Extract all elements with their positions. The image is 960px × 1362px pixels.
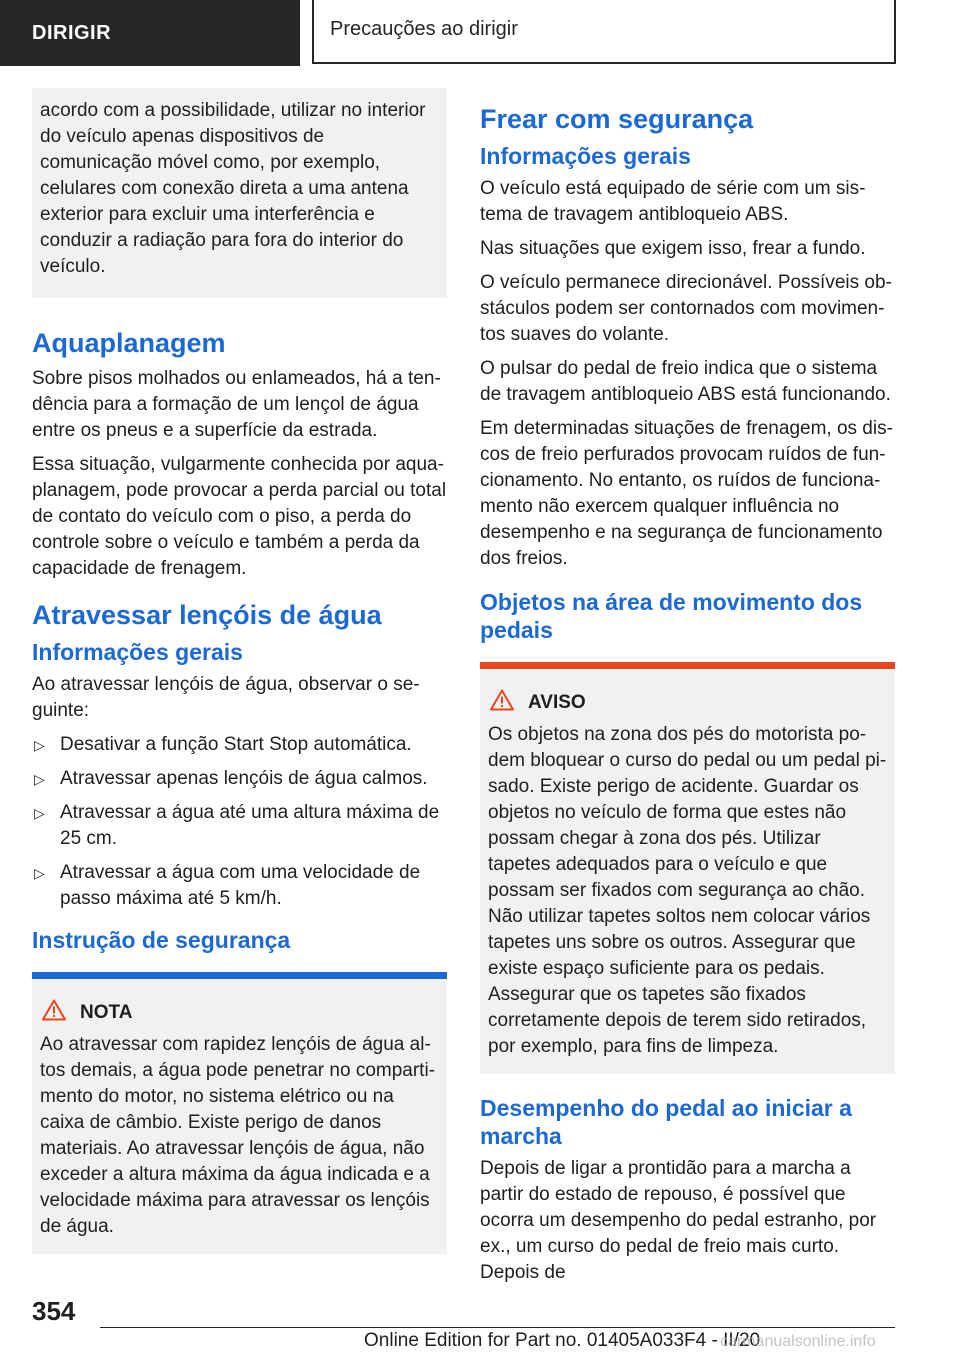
page-header [0, 0, 960, 66]
paragraph: O pulsar do pedal de freio indica que o sistema de travagem antibloqueio ABS está funcionando. [480, 358, 891, 405]
list-item: ▷ Desativar a função Start Stop automática. [32, 732, 447, 758]
paragraph: O veículo está equipado de série com um sistema de travagem antibloqueio ABS. [480, 178, 866, 225]
triangle-bullet-icon: ▷ [34, 771, 45, 787]
notice-bar [32, 972, 447, 979]
triangle-bullet-icon: ▷ [34, 865, 45, 881]
warning-triangle-icon [42, 999, 66, 1026]
heading-lencois: Atravessar lençóis de água [32, 600, 382, 630]
subheading-desempenho: Desempenho do pedal ao iniciar a marcha [480, 1095, 852, 1149]
bullet-list [32, 732, 447, 912]
paragraph: Sobre pisos molhados ou enlameados, há a tendência para a formação de um lençol de água entre os pneus e a superfície da estrada. [32, 368, 441, 441]
edition-text: Online Edition for Part no. 01405A033F4 - II/20 [364, 1330, 761, 1351]
notice-text: Os objetos na zona dos pés do motorista podem bloquear o curso do pedal ou um pedal pisado. Existe perigo de acidente. Guardar os objetos no veículo de forma que estes não possam chegar à zona dos pés. Utilizar tapetes adequados para o veículo e que possam ser fixados com segurança ao chão. Não utilizar tapetes soltos nem colocar vários tapetes uns sobre os outros. Assegurar que existe espaço suficiente para os pedais. Assegurar que os tapetes são fixados corretamente depois de terem sido retirados, por exemplo, para fins de limpeza. [488, 724, 887, 1057]
intro-box [32, 88, 447, 298]
subheading-info-gerais: Informações gerais [32, 639, 243, 665]
chapter-title: Precauções ao dirigir [312, 0, 896, 64]
watermark-text: carmanualsonline.info [720, 1333, 876, 1350]
paragraph: Em determinadas situações de frenagem, os discos de freio perfurados provocam ruídos de funcionamento. No entanto, os ruídos de funcionamento não exercem qualquer influência no desempenho e na segurança de funcionamento dos freios. [480, 418, 893, 569]
footer-divider [100, 1327, 895, 1328]
heading-aquaplanagem: Aquaplanagem [32, 328, 226, 358]
nota-notice [32, 972, 447, 1254]
heading-frear: Frear com segurança [480, 104, 754, 134]
triangle-bullet-icon: ▷ [34, 737, 45, 753]
aviso-notice [480, 662, 895, 1074]
warning-triangle-icon [490, 689, 514, 716]
intro-text: acordo com a possibilidade, utilizar no interior do veículo apenas dispositivos de comunicação móvel como, por exemplo, celulares com conexão direta a uma antena exterior para excluir uma interferência e conduzir a radiação para fora do interior do veículo. [40, 100, 426, 277]
paragraph: Depois de ligar a prontidão para a marcha a partir do estado de repouso, é possível que ocorra um desempenho do pedal estranho, por ex., um curso do pedal de freio mais curto. Depois de [480, 1158, 877, 1283]
list-item: ▷ Atravessar a água até uma altura máxima de 25 cm. [34, 802, 440, 849]
list-item: ▷ Atravessar a água com uma velocidade de passo máxima até 5 km/h. [34, 862, 421, 909]
paragraph: Essa situação, vulgarmente conhecida por aquaplanagem, pode provocar a perda parcial ou total de contato do veículo com o piso, a perda do controle sobre o veículo e também a perda da capacidade de frenagem. [32, 454, 447, 579]
subheading-objetos: Objetos na área de movimento dos pedais [480, 589, 863, 643]
subheading-info-gerais: Informações gerais [480, 143, 691, 169]
list-item: ▷ Atravessar apenas lençóis de água calmos. [32, 766, 447, 792]
paragraph: Nas situações que exigem isso, frear a fundo. [480, 238, 866, 259]
section-tab: DIRIGIR [0, 0, 300, 66]
notice-label: AVISO [528, 691, 586, 713]
notice-label: NOTA [80, 1001, 133, 1023]
left-column [32, 88, 447, 1274]
page-number: 354 [32, 1296, 76, 1326]
notice-text: Ao atravessar com rapidez lençóis de água altos demais, a água pode penetrar no compartimento do motor, no sistema elétrico ou na caixa de câmbio. Existe perigo de danos materiais. Ao atravessar lençóis de água, não exceder a altura máxima da água indicada e a velocidade máxima para atravessar os lençóis de água. [40, 1034, 436, 1237]
right-column [480, 88, 895, 1294]
triangle-bullet-icon: ▷ [34, 805, 45, 821]
subheading-seguranca: Instrução de segurança [32, 927, 291, 953]
paragraph: O veículo permanece direcionável. Possíveis obstáculos podem ser contornados com movimentos suaves do volante. [480, 272, 892, 345]
notice-bar [480, 662, 895, 669]
paragraph: Ao atravessar lençóis de água, observar o seguinte: [32, 674, 420, 721]
